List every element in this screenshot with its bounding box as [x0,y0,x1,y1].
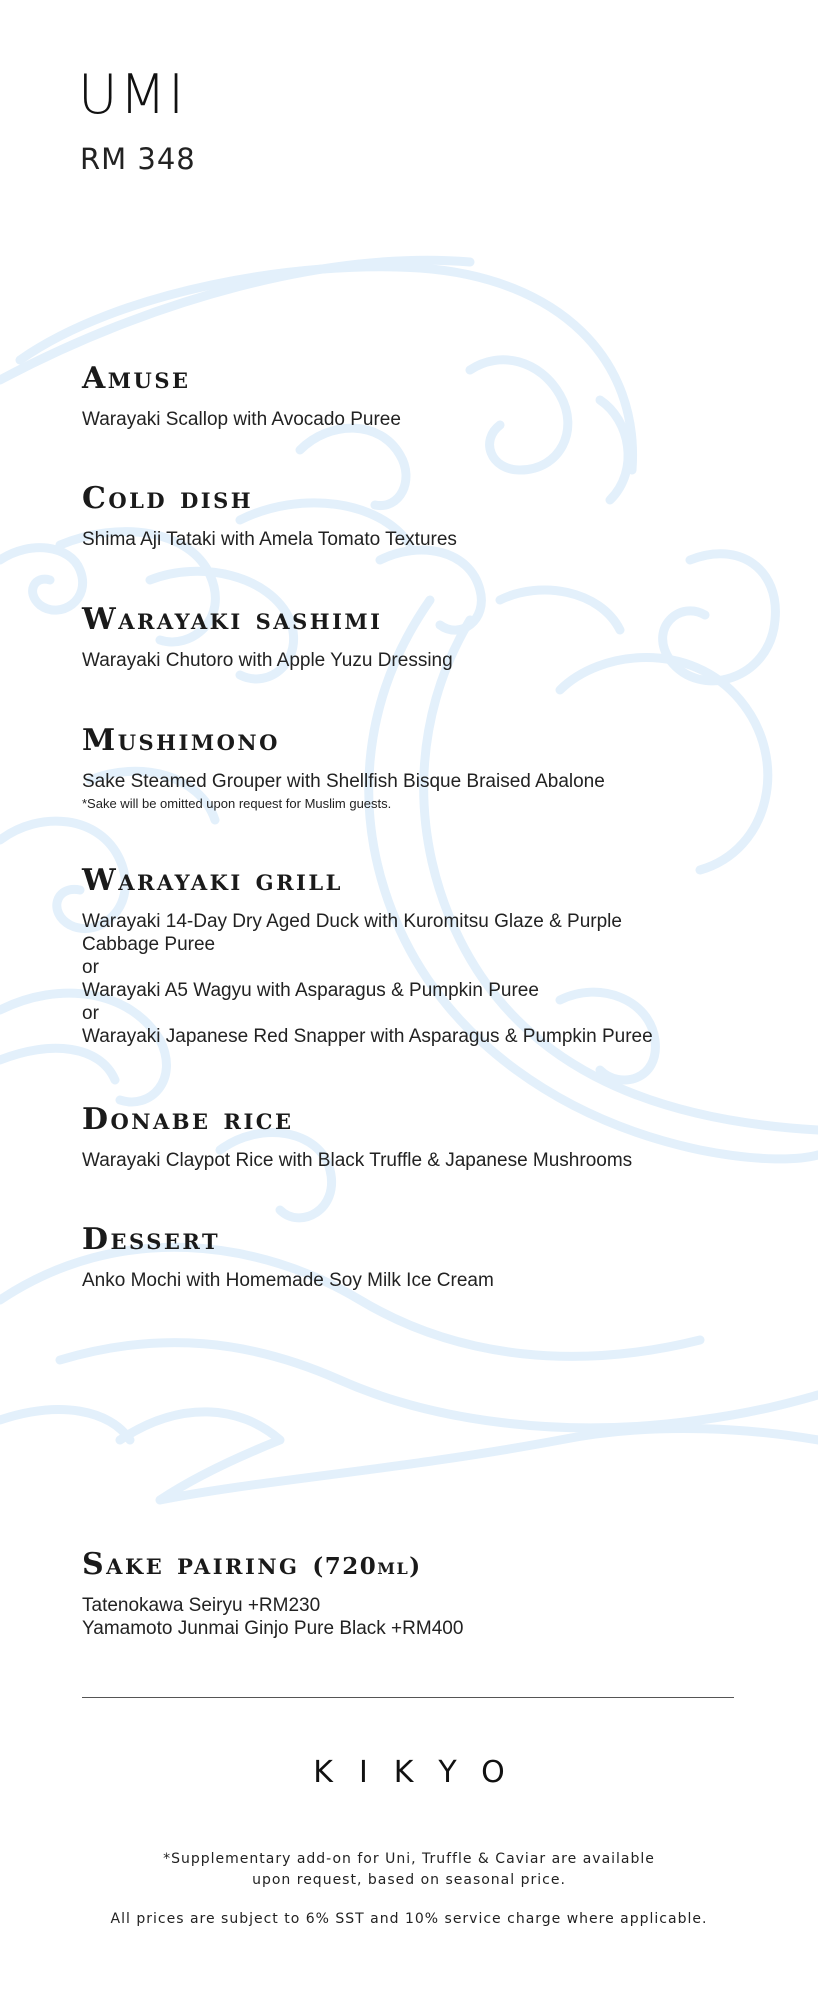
sake-pairing-section [82,1547,742,1640]
brand-logo: KIKYO [313,1755,531,1790]
footer-divider [82,1697,734,1698]
course-item: Warayaki Scallop with Avocado Puree [82,409,401,430]
course-item: Anko Mochi with Homemade Soy Milk Ice Cream [82,1270,494,1291]
course-warayaki-sashimi [82,602,742,672]
supplementary-note-line-2: upon request, based on seasonal price. [252,1872,566,1888]
course-name: Warayaki grill [82,863,343,898]
course-dessert [82,1222,742,1292]
sake-pairing-item: Yamamoto Junmai Ginjo Pure Black +RM400 [82,1618,464,1639]
course-option-or: or [82,957,99,978]
course-name: Donabe rice [82,1102,294,1137]
supplementary-note-line-1: *Supplementary add-on for Uni, Truffle & Caviar are available [163,1851,655,1867]
course-item: Warayaki Chutoro with Apple Yuzu Dressing [82,650,453,671]
course-name: Mushimono [82,723,280,758]
course-item: Warayaki A5 Wagyu with Asparagus & Pumpkin Puree [82,980,539,1001]
course-name: Cold dish [82,481,254,516]
course-name: Amuse [82,361,191,396]
sake-pairing-size: (720ml) [312,1553,422,1580]
course-item: Warayaki Claypot Rice with Black Truffle & Japanese Mushrooms [82,1150,633,1171]
sake-pairing-item: Tatenokawa Seiryu +RM230 [82,1595,321,1616]
menu-price: RM 348 [80,142,196,176]
menu-title: UMI [78,63,187,126]
course-item: Sake Steamed Grouper with Shellfish Bisque Braised Abalone [82,771,605,792]
course-donabe-rice [82,1102,742,1172]
course-cold-dish [82,481,742,551]
course-amuse [82,361,742,431]
course-name: Warayaki sashimi [82,602,383,637]
course-item: Warayaki Japanese Red Snapper with Asparagus & Pumpkin Puree [82,1026,653,1047]
tax-note: All prices are subject to 6% SST and 10% service charge where applicable. [110,1911,708,1927]
sake-pairing-name: Sake pairing [82,1547,300,1582]
course-mushimono [82,723,742,813]
sake-pairing-title [82,1547,742,1582]
course-name: Dessert [82,1222,221,1257]
course-item: Warayaki 14-Day Dry Aged Duck with Kuromitsu Glaze & Purple [82,911,622,932]
course-warayaki-grill [82,863,742,1048]
course-item: Cabbage Puree [82,934,216,955]
course-note: *Sake will be omitted upon request for Muslim guests. [82,796,392,811]
course-option-or: or [82,1003,99,1024]
course-item: Shima Aji Tataki with Amela Tomato Textures [82,529,457,550]
